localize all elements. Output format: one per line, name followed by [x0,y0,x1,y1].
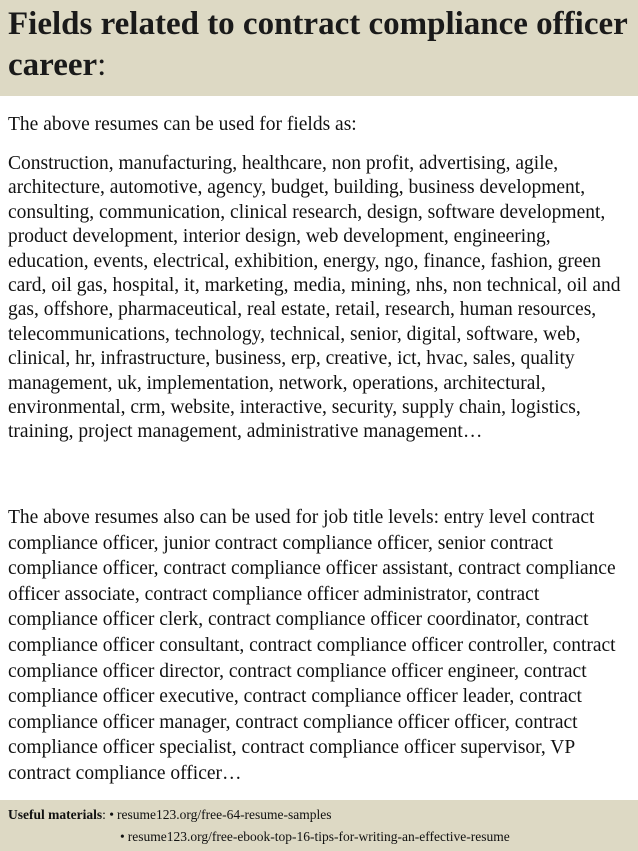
page-title-text: Fields related to contract compliance officer career [8,6,628,83]
bullet-icon: • [109,807,114,822]
page-title [8,4,628,86]
job-levels-list: The above resumes also can be used for job title levels: entry level contract compliance officer, junior contract compliance officer, senior contract compliance officer, contract compliance officer assistant, contract compliance officer associate, contract compliance officer administrator, contract compliance officer clerk, contract compliance officer coordinator, contract compliance officer consultant, contract compliance officer controller, contract compliance officer director, contract compliance officer engineer, contract compliance officer executive, contract compliance officer leader, contract compliance officer manager, contract compliance officer officer, contract compliance officer specialist, contract compliance officer supervisor, VP contract compliance officer… [8,507,616,784]
bullet-icon: • [120,829,125,844]
footer-row-2 [120,827,510,847]
useful-materials-label: Useful materials [8,807,103,822]
title-banner [0,0,638,96]
fields-list: Construction, manufacturing, healthcare, non profit, advertising, agile, architecture, automotive, agency, budget, building, business development, consulting, communication, clinical research, design, software development, product development, interior design, web development, engineering, education, events, electrical, exhibition, energy, ngo, finance, fashion, green card, oil gas, hospital, it, marketing, media, mining, nhs, non technical, oil and gas, offshore, pharmaceutical, real estate, retail, research, human resources, telecommunications, technology, technical, senior, digital, software, web, clinical, hr, infrastructure, business, erp, creative, ict, hvac, sales, quality management, uk, implementation, network, operations, architectural, environmental, crm, website, interactive, security, supply chain, logistics, training, project management, administrative management… [8,153,621,443]
useful-materials-separator: : [102,807,110,822]
page-title-colon: : [97,47,107,83]
footer-row-1 [8,805,332,825]
footer-bar [0,800,638,851]
footer-link-ebook[interactable]: resume123.org/free-ebook-top-16-tips-for-writing-an-effective-resume [127,829,510,844]
footer-link-resume-samples[interactable]: resume123.org/free-64-resume-samples [116,807,332,822]
intro-text: The above resumes can be used for fields as: [8,114,357,135]
